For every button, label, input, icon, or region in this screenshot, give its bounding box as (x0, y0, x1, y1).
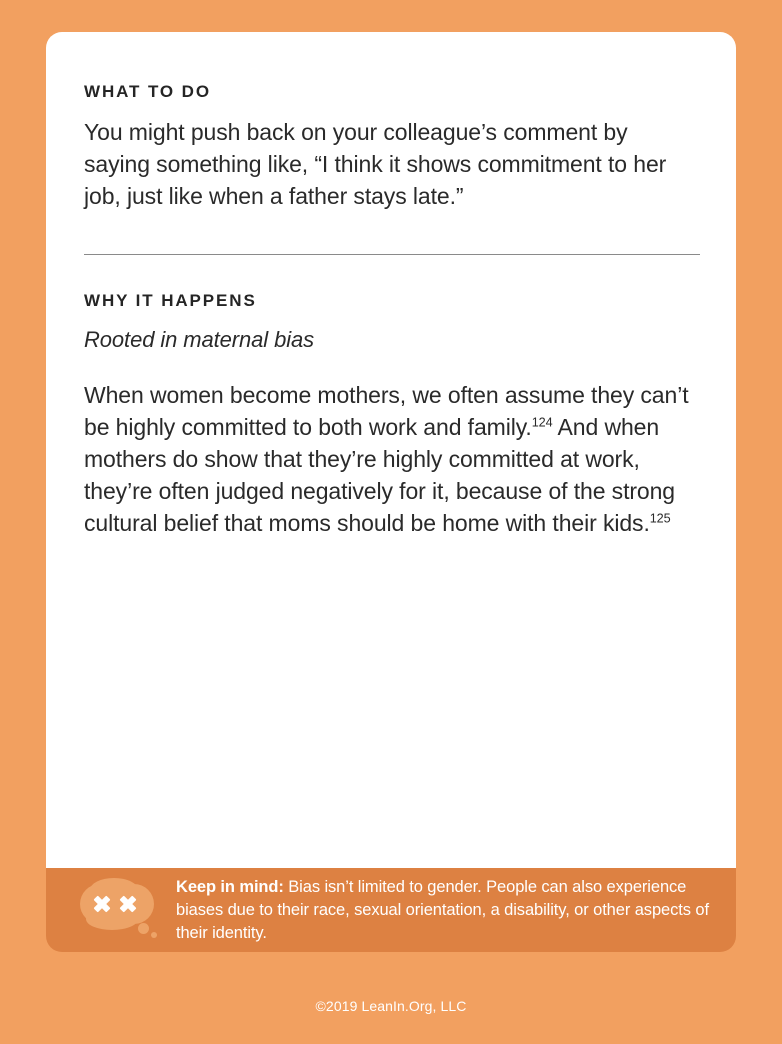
content-card (46, 32, 736, 868)
why-body-part-1: When women become mothers, we often assume they can’t be highly committed to both work and family. (84, 382, 689, 441)
card-inner (46, 32, 736, 539)
section-divider (84, 254, 700, 255)
footnote-marker-124: 124 (531, 415, 553, 430)
thought-bubble-x-eyes-icon (76, 882, 162, 938)
why-it-happens-subtitle: Rooted in maternal bias (84, 326, 315, 352)
bubble-body (80, 884, 154, 924)
why-body-part-2: And when mothers do show that they’re highly committed at work, they’re often judged negatively for it, because of the strong cultural belief that moms should be home with their kids. (84, 414, 676, 537)
keep-in-mind-lead: Keep in mind: (176, 877, 284, 896)
keep-in-mind-banner (46, 868, 736, 952)
what-to-do-heading: WHAT TO DO (84, 82, 211, 101)
why-it-happens-section (84, 291, 698, 539)
why-it-happens-body (84, 379, 698, 539)
why-it-happens-heading: WHY IT HAPPENS (84, 291, 257, 311)
bubble-trail-dot-large (138, 923, 149, 934)
footnote-marker-125: 125 (649, 511, 671, 526)
copyright-footer: ©2019 LeanIn.Org, LLC (315, 998, 467, 1014)
keep-in-mind-body: Bias isn’t limited to gender. People can also experience biases due to their race, sexual orientation, a disability, or other aspects of their identity. (176, 877, 709, 942)
what-to-do-body: You might push back on your colleague’s comment by saying something like, “I think it shows commitment to her job, just like when a father stays late.” (84, 119, 667, 210)
keep-in-mind-text (176, 876, 716, 945)
x-eye-left-icon (93, 895, 111, 913)
what-to-do-section (84, 82, 698, 212)
x-eye-right-icon (119, 895, 137, 913)
bubble-trail-dot-small (151, 932, 157, 938)
